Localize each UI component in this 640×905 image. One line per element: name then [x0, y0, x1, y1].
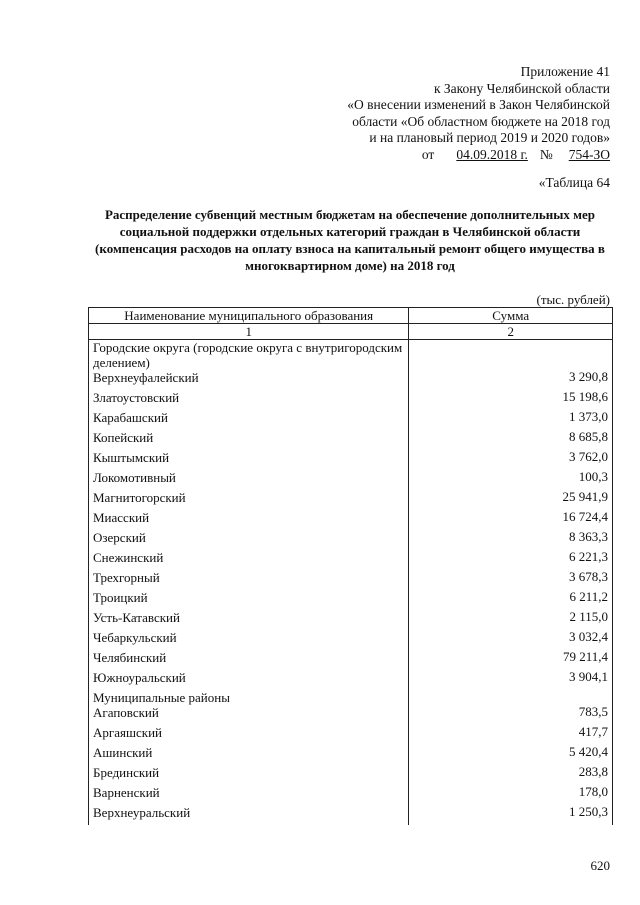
group-header-row	[89, 340, 613, 371]
table-row	[89, 430, 613, 450]
table-row	[89, 390, 613, 410]
subsidy-amount: 8 363,3	[409, 530, 613, 550]
table-row	[89, 510, 613, 530]
table-row	[89, 745, 613, 765]
group-value-empty	[409, 690, 613, 705]
table-row	[89, 725, 613, 745]
subsidy-amount: 79 211,4	[409, 650, 613, 670]
number-prefix: №	[539, 146, 553, 162]
subsidy-amount: 8 685,8	[409, 430, 613, 450]
law-title-line-3: и на плановый период 2019 и 2020 годов»	[369, 130, 610, 145]
municipality-name: Карабашский	[89, 410, 409, 430]
law-reference: к Закону Челябинской области	[433, 80, 610, 96]
municipality-name: Брединский	[89, 765, 409, 785]
appendix-number: Приложение 41	[520, 64, 610, 79]
table-row	[89, 570, 613, 590]
municipality-name: Озерский	[89, 530, 409, 550]
appendix-header	[290, 64, 610, 163]
law-date-number	[290, 147, 610, 164]
subsidy-table	[88, 307, 613, 825]
subsidy-amount: 6 211,2	[409, 590, 613, 610]
municipality-name: Снежинский	[89, 550, 409, 570]
date-prefix: от	[421, 146, 435, 162]
law-title-line-1: «О внесении изменений в Закон Челябинской	[347, 97, 610, 112]
municipality-name: Аргаяшский	[89, 725, 409, 745]
municipality-name: Локомотивный	[89, 470, 409, 490]
table-row	[89, 490, 613, 510]
municipality-name: Южноуральский	[89, 670, 409, 690]
page-number: 620	[590, 858, 610, 873]
table-body	[89, 340, 613, 826]
table-header-row	[89, 308, 613, 324]
subsidy-amount: 283,8	[409, 765, 613, 785]
table-row	[89, 650, 613, 670]
municipality-name: Кыштымский	[89, 450, 409, 470]
table-row	[89, 470, 613, 490]
table-row	[89, 670, 613, 690]
municipality-name: Чебаркульский	[89, 630, 409, 650]
column-number-1: 1	[89, 324, 409, 340]
law-title-line-2: области «Об областном бюджете на 2018 год	[352, 113, 610, 129]
law-date: 04.09.2018 г.	[456, 146, 528, 162]
subsidy-amount: 3 762,0	[409, 450, 613, 470]
municipality-name: Копейский	[89, 430, 409, 450]
municipality-name: Трехгорный	[89, 570, 409, 590]
group-title: Городские округа (городские округа с внутригородским делением)	[89, 340, 409, 371]
group-title: Муниципальные районы	[89, 690, 409, 705]
municipality-name: Усть-Катавский	[89, 610, 409, 630]
column-number-2: 2	[409, 324, 613, 340]
subsidy-amount: 783,5	[409, 705, 613, 725]
municipality-name: Верхнеуфалейский	[89, 370, 409, 390]
subsidy-amount: 1 250,3	[409, 805, 613, 825]
municipality-name: Ашинский	[89, 745, 409, 765]
table-row	[89, 765, 613, 785]
table-row	[89, 530, 613, 550]
subsidy-amount: 3 290,8	[409, 370, 613, 390]
municipality-name: Троицкий	[89, 590, 409, 610]
table-row	[89, 370, 613, 390]
subsidy-amount: 2 115,0	[409, 610, 613, 630]
municipality-name: Верхнеуральский	[89, 805, 409, 825]
group-header-row	[89, 690, 613, 705]
subsidy-amount: 1 373,0	[409, 410, 613, 430]
table-row	[89, 630, 613, 650]
subsidy-amount: 3 032,4	[409, 630, 613, 650]
subsidy-amount: 6 221,3	[409, 550, 613, 570]
table-row	[89, 610, 613, 630]
table-row	[89, 705, 613, 725]
document-title: Распределение субвенций местным бюджетам на обеспечение дополнительных мер социальной поддержки отдельных категорий граждан в Челябинской области (компенсация расходов на оплату взноса на капитальный ремонт общего имущества в многоквартирном доме) на 2018 год	[95, 207, 605, 273]
table-caption: «Таблица 64	[538, 175, 610, 190]
subsidy-amount: 178,0	[409, 785, 613, 805]
units-label: (тыс. рублей)	[536, 292, 610, 307]
law-number: 754-ЗО	[568, 146, 610, 162]
municipality-name: Варненский	[89, 785, 409, 805]
municipality-name: Магнитогорский	[89, 490, 409, 510]
table-row	[89, 450, 613, 470]
table-row	[89, 550, 613, 570]
municipality-name: Златоустовский	[89, 390, 409, 410]
group-value-empty	[409, 340, 613, 371]
subsidy-amount: 15 198,6	[409, 390, 613, 410]
table-row	[89, 410, 613, 430]
subsidy-amount: 25 941,9	[409, 490, 613, 510]
subsidy-amount: 417,7	[409, 725, 613, 745]
column-header-name: Наименование муниципального образования	[89, 308, 409, 324]
subsidy-amount: 100,3	[409, 470, 613, 490]
table-row	[89, 590, 613, 610]
table-row	[89, 785, 613, 805]
subsidy-amount: 3 678,3	[409, 570, 613, 590]
subsidy-amount: 16 724,4	[409, 510, 613, 530]
municipality-name: Челябинский	[89, 650, 409, 670]
column-header-sum: Сумма	[409, 308, 613, 324]
municipality-name: Миасский	[89, 510, 409, 530]
subsidy-amount: 5 420,4	[409, 745, 613, 765]
municipality-name: Агаповский	[89, 705, 409, 725]
column-number-row	[89, 324, 613, 340]
table-row	[89, 805, 613, 825]
subsidy-amount: 3 904,1	[409, 670, 613, 690]
